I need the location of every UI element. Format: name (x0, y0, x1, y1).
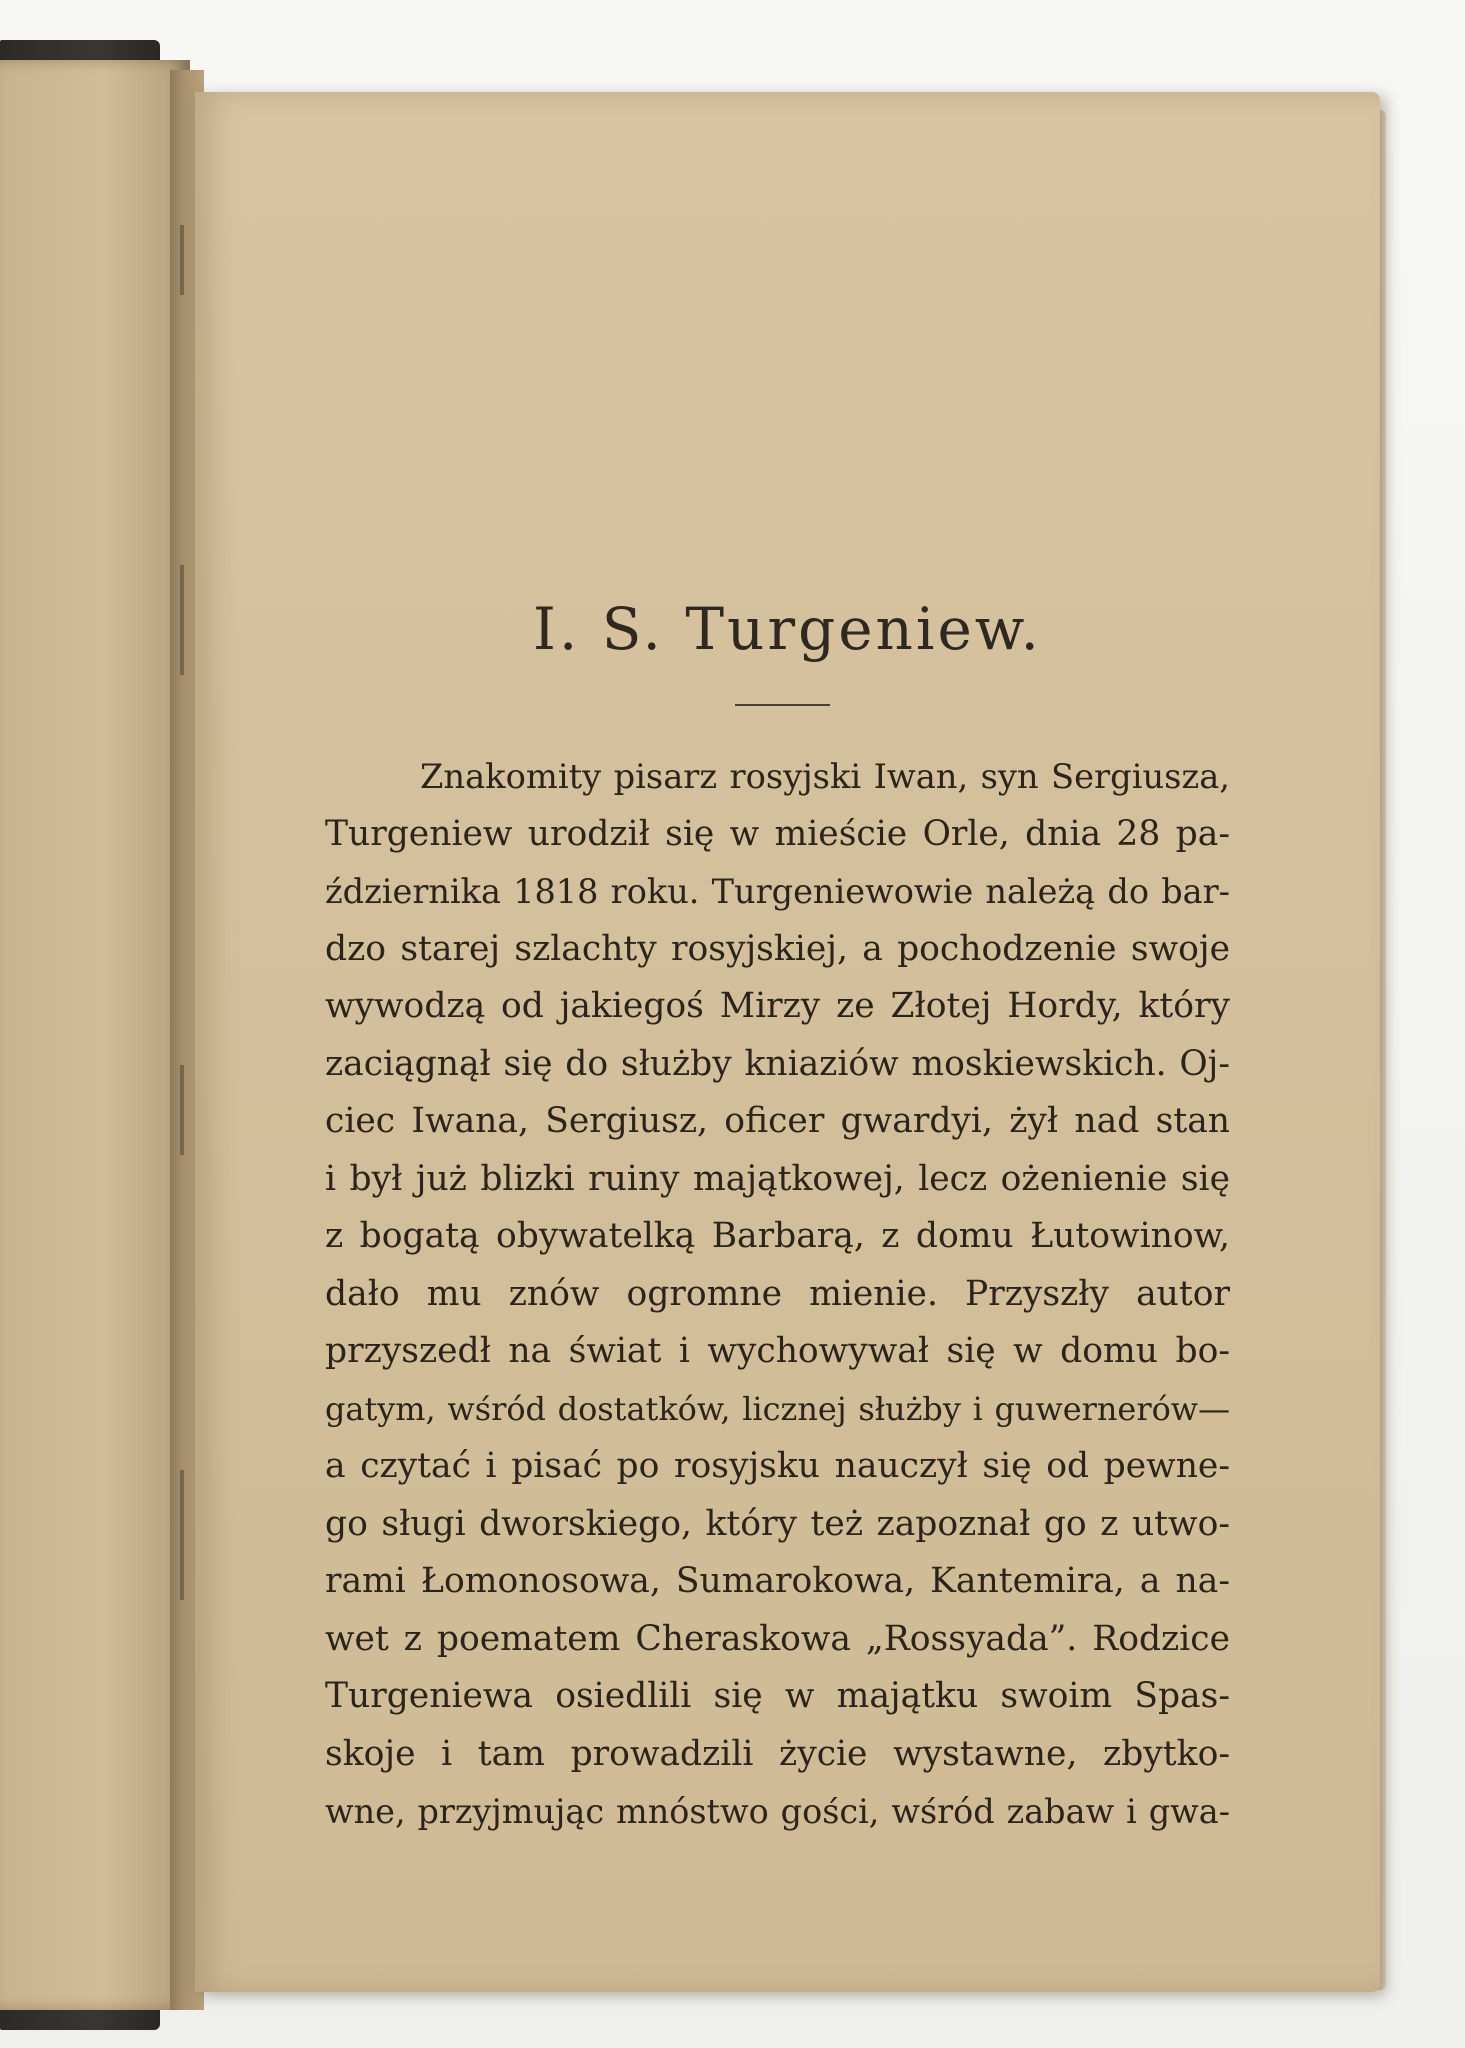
text-line: a czytać i pisać po rosyjsku nauczył się od pewne- (325, 1446, 1230, 1486)
text-line: i był już blizki ruiny majątkowej, lecz ożenienie się (325, 1158, 1230, 1199)
left-facing-page (0, 60, 190, 2010)
page-title: I. S. Turgeniew. (533, 595, 1042, 663)
text-line: z bogatą obywatelką Barbarą, z domu Łutowinow, (325, 1216, 1230, 1256)
text-line: przyszedł na świat i wychowywał się w domu bo- (325, 1331, 1230, 1371)
text-line: dzo starej szlachty rosyjskiej, a pochodzenie swoje (325, 928, 1230, 969)
text-line: go sługi dworskiego, który też zapoznał go z utwo- (325, 1503, 1230, 1544)
text-line: Turgeniewa osiedlili się w majątku swoim Spas- (325, 1676, 1230, 1716)
text-line: gatym, wśród dostatków, licznej służby i guwernerów— (325, 1389, 1230, 1428)
title-rule (735, 704, 830, 706)
binding-stitch (180, 225, 184, 295)
text-line: ździernika 1818 roku. Turgeniewowie należą do bar- (325, 872, 1230, 911)
text-line: dało mu znów ogromne mienie. Przyszły autor (325, 1273, 1230, 1314)
text-line: wet z poematem Cheraskowa „Rossyada”. Rodzice (325, 1618, 1230, 1659)
text-line: Znakomity pisarz rosyjski Iwan, syn Sergiusza, (420, 757, 1230, 796)
binding-stitch (180, 565, 184, 675)
binding-stitch (180, 1065, 184, 1155)
text-line: rami Łomonosowa, Sumarokowa, Kantemira, a na- (325, 1561, 1230, 1601)
text-line: wywodzą od jakiegoś Mirzy ze Złotej Hordy, który (325, 986, 1230, 1026)
body-text (325, 748, 1230, 1841)
text-line: ciec Iwana, Sergiusz, oficer gwardyi, żył nad stan (325, 1101, 1230, 1141)
binding-stitch (180, 1470, 184, 1600)
text-line: zaciągnął się do służby kniaziów moskiewskich. Oj- (325, 1043, 1230, 1084)
text-line: Turgeniew urodził się w mieście Orle, dnia 28 pa- (325, 813, 1230, 854)
text-line: wne, przyjmując mnóstwo gości, wśród zabaw i gwa- (325, 1792, 1230, 1831)
text-line: skoje i tam prowadzili życie wystawne, zbytko- (325, 1733, 1230, 1774)
